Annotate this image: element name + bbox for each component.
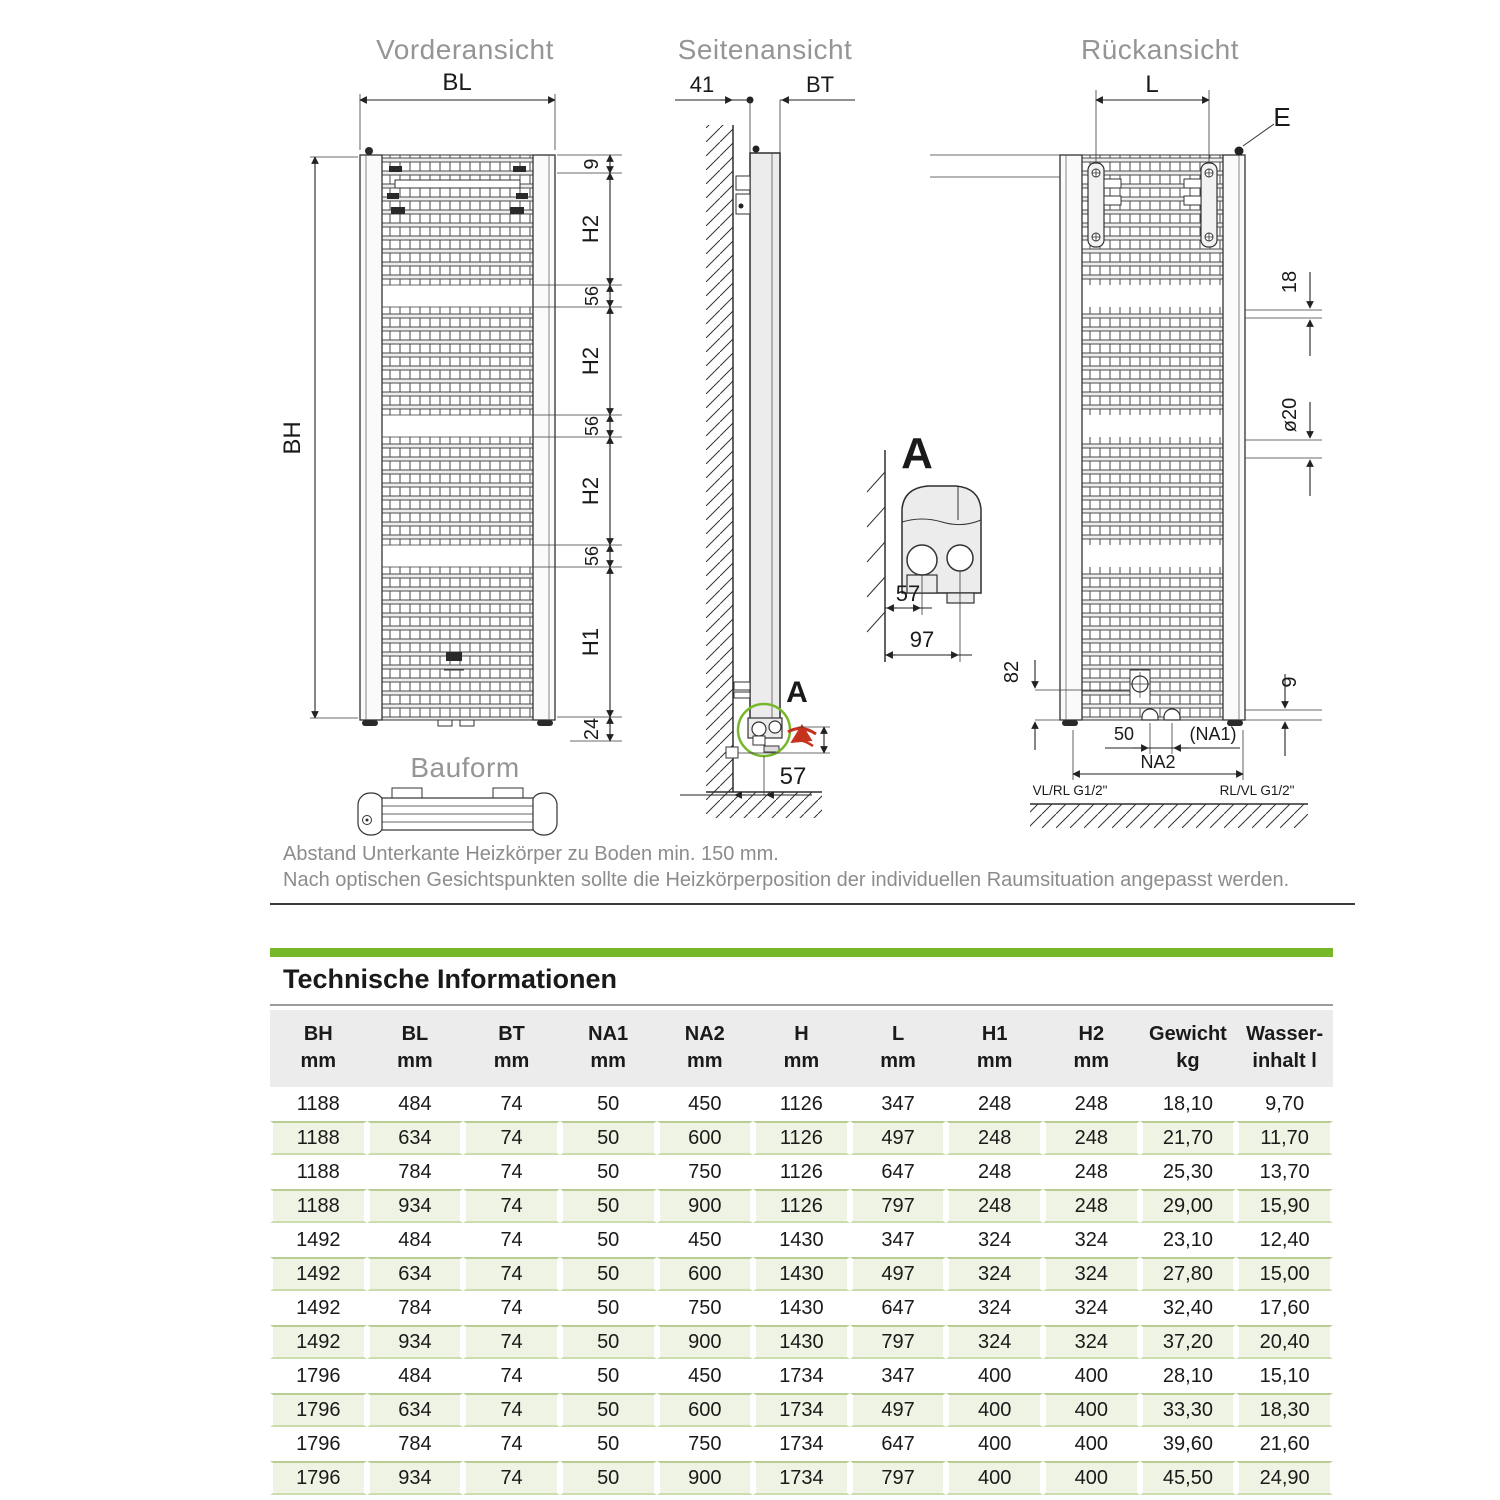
table-cell: 400	[946, 1393, 1043, 1427]
column-header: H mm	[753, 1010, 850, 1087]
table-cell: 934	[367, 1461, 464, 1495]
table-cell: 50	[560, 1359, 657, 1393]
side-view-drawing	[650, 30, 880, 840]
table-cell: 600	[657, 1393, 754, 1427]
table-cell: 1430	[753, 1257, 850, 1291]
side-dims-top	[675, 72, 855, 162]
table-cell: 37,20	[1140, 1325, 1237, 1359]
table-cell: 784	[367, 1291, 464, 1325]
table-cell: 1430	[753, 1325, 850, 1359]
svg-text:9: 9	[1279, 676, 1301, 688]
rear-view-title: Rückansicht	[1080, 34, 1239, 65]
table-cell: 750	[657, 1427, 754, 1461]
table-cell: 21,60	[1236, 1427, 1333, 1461]
table-cell: 450	[657, 1223, 754, 1257]
table-body	[270, 1087, 1333, 1495]
swivel-arrow-icon	[788, 728, 816, 746]
svg-text:97: 97	[909, 627, 935, 652]
front-view-drawing	[270, 30, 660, 840]
table-cell: 1126	[753, 1121, 850, 1155]
table-cell: 1188	[270, 1155, 367, 1189]
table-cell: 400	[1043, 1461, 1140, 1495]
table-cell: 1796	[270, 1393, 367, 1427]
svg-text:56: 56	[582, 415, 602, 437]
svg-text:H1: H1	[578, 627, 603, 657]
svg-text:VL/RL G1/2": VL/RL G1/2"	[1032, 783, 1108, 798]
column-header: BL mm	[367, 1010, 464, 1087]
table-cell: 347	[850, 1223, 947, 1257]
column-header: Gewicht kg	[1140, 1010, 1237, 1087]
table-cell: 15,10	[1236, 1359, 1333, 1393]
svg-text:56: 56	[582, 545, 602, 567]
detail-a-label: A	[901, 429, 933, 478]
table-cell: 324	[946, 1291, 1043, 1325]
section-divider	[270, 903, 1355, 905]
table-cell: 1430	[753, 1291, 850, 1325]
table-cell: 1796	[270, 1427, 367, 1461]
svg-text:BT: BT	[805, 72, 835, 97]
spec-table-container	[270, 1010, 1333, 1495]
table-cell: 784	[367, 1155, 464, 1189]
table-header-row	[270, 1010, 1333, 1087]
svg-text:E: E	[1273, 102, 1291, 132]
table-cell: 74	[463, 1121, 560, 1155]
table-cell: 18,30	[1236, 1393, 1333, 1427]
svg-text:ø20: ø20	[1279, 397, 1301, 433]
table-cell: 74	[463, 1325, 560, 1359]
table-cell: 900	[657, 1189, 754, 1223]
table-cell: 1734	[753, 1427, 850, 1461]
table-cell: 28,10	[1140, 1359, 1237, 1393]
table-cell: 74	[463, 1155, 560, 1189]
table-cell: 248	[946, 1155, 1043, 1189]
table-cell: 324	[1043, 1291, 1140, 1325]
table-cell: 50	[560, 1461, 657, 1495]
column-header: H2 mm	[1043, 1010, 1140, 1087]
table-cell: 400	[1043, 1359, 1140, 1393]
table-cell: 50	[560, 1087, 657, 1121]
table-cell: 248	[1043, 1189, 1140, 1223]
table-cell: 1430	[753, 1223, 850, 1257]
table-cell: 50	[560, 1121, 657, 1155]
table-row	[270, 1121, 1333, 1155]
table-cell: 39,60	[1140, 1427, 1237, 1461]
table-cell: 634	[367, 1393, 464, 1427]
accent-bar	[270, 948, 1333, 957]
column-header: BT mm	[463, 1010, 560, 1087]
table-cell: 50	[560, 1393, 657, 1427]
table-row	[270, 1393, 1333, 1427]
svg-text:56: 56	[582, 285, 602, 307]
svg-text:BL: BL	[442, 69, 472, 96]
table-cell: 32,40	[1140, 1291, 1237, 1325]
svg-text:NA2: NA2	[1140, 752, 1176, 772]
table-cell: 1796	[270, 1461, 367, 1495]
table-cell: 400	[946, 1359, 1043, 1393]
detail-a-marker: A	[786, 676, 808, 709]
rear-dim-18	[1245, 271, 1322, 356]
svg-text:(NA1): (NA1)	[1189, 724, 1237, 744]
table-cell: 74	[463, 1257, 560, 1291]
table-row	[270, 1461, 1333, 1495]
table-cell: 797	[850, 1461, 947, 1495]
table-cell: 324	[946, 1325, 1043, 1359]
table-cell: 248	[1043, 1087, 1140, 1121]
bauform-drawing	[358, 788, 557, 835]
installation-notes	[283, 841, 1373, 893]
svg-text:BH: BH	[279, 421, 306, 455]
svg-text:57: 57	[895, 581, 921, 606]
drain-fitting-front	[446, 652, 462, 661]
table-cell: 400	[946, 1461, 1043, 1495]
table-cell: 50	[560, 1257, 657, 1291]
table-cell: 15,90	[1236, 1189, 1333, 1223]
table-cell: 248	[946, 1189, 1043, 1223]
table-cell: 1734	[753, 1461, 850, 1495]
table-cell: 484	[367, 1359, 464, 1393]
detail-wall	[867, 450, 885, 662]
table-row	[270, 1325, 1333, 1359]
connection-labels	[1033, 783, 1295, 798]
table-cell: 23,10	[1140, 1223, 1237, 1257]
table-cell: 74	[463, 1189, 560, 1223]
table-cell: 18,10	[1140, 1087, 1237, 1121]
table-cell: 1492	[270, 1223, 367, 1257]
table-row	[270, 1427, 1333, 1461]
table-cell: 484	[367, 1223, 464, 1257]
table-row	[270, 1155, 1333, 1189]
table-cell: 647	[850, 1291, 947, 1325]
svg-text:41: 41	[689, 72, 715, 97]
rear-view-drawing	[930, 30, 1390, 840]
table-cell: 484	[367, 1087, 464, 1121]
table-cell: 50	[560, 1325, 657, 1359]
table-cell: 29,00	[1140, 1189, 1237, 1223]
table-cell: 74	[463, 1087, 560, 1121]
column-header: BH mm	[270, 1010, 367, 1087]
bauform-title: Bauform	[410, 752, 520, 783]
side-view-title: Seitenansicht	[677, 34, 853, 65]
note-line-1: Abstand Unterkante Heizkörper zu Boden min. 150 mm.	[283, 843, 779, 865]
svg-text:82: 82	[1001, 660, 1023, 684]
column-header: NA1 mm	[560, 1010, 657, 1087]
table-cell: 647	[850, 1427, 947, 1461]
table-cell: 400	[1043, 1427, 1140, 1461]
table-cell: 50	[560, 1223, 657, 1257]
table-cell: 400	[946, 1427, 1043, 1461]
svg-text:H2: H2	[578, 476, 603, 506]
svg-text:H2: H2	[578, 214, 603, 244]
table-cell: 497	[850, 1121, 947, 1155]
vent-knob	[365, 147, 373, 155]
table-title: Technische Informationen	[283, 964, 618, 994]
table-cell: 50	[560, 1427, 657, 1461]
svg-text:9: 9	[581, 158, 603, 170]
table-cell: 50	[560, 1189, 657, 1223]
table-cell: 248	[946, 1087, 1043, 1121]
svg-text:L: L	[1145, 71, 1159, 98]
table-cell: 347	[850, 1359, 947, 1393]
table-cell: 1188	[270, 1189, 367, 1223]
table-cell: 324	[1043, 1325, 1140, 1359]
table-row	[270, 1189, 1333, 1223]
table-cell: 934	[367, 1325, 464, 1359]
table-cell: 497	[850, 1257, 947, 1291]
table-row	[270, 1257, 1333, 1291]
side-radiator-body	[734, 146, 780, 731]
column-header: H1 mm	[946, 1010, 1043, 1087]
table-title-rule	[270, 1004, 1333, 1006]
front-dim-bl	[360, 69, 555, 150]
drain-plug	[1130, 670, 1150, 704]
table-cell: 1126	[753, 1087, 850, 1121]
table-cell: 13,70	[1236, 1155, 1333, 1189]
table-cell: 1796	[270, 1359, 367, 1393]
table-cell: 1734	[753, 1393, 850, 1427]
table-cell: 15,00	[1236, 1257, 1333, 1291]
table-cell: 74	[463, 1461, 560, 1495]
table-cell: 25,30	[1140, 1155, 1237, 1189]
table-cell: 11,70	[1236, 1121, 1333, 1155]
table-cell: 324	[946, 1223, 1043, 1257]
table-cell: 600	[657, 1121, 754, 1155]
svg-text:RL/VL G1/2": RL/VL G1/2"	[1219, 783, 1295, 798]
table-cell: 33,30	[1140, 1393, 1237, 1427]
vent-label-e	[1235, 102, 1291, 156]
table-cell: 74	[463, 1359, 560, 1393]
technical-info-table	[270, 1010, 1333, 1495]
table-cell: 600	[657, 1257, 754, 1291]
front-dim-bh	[279, 157, 358, 718]
table-cell: 1126	[753, 1189, 850, 1223]
svg-text:24: 24	[581, 717, 603, 741]
table-cell: 74	[463, 1291, 560, 1325]
table-cell: 74	[463, 1223, 560, 1257]
table-cell: 324	[1043, 1223, 1140, 1257]
table-cell: 1734	[753, 1359, 850, 1393]
table-cell: 248	[1043, 1155, 1140, 1189]
table-cell: 50	[560, 1291, 657, 1325]
table-cell: 450	[657, 1087, 754, 1121]
table-cell: 497	[850, 1393, 947, 1427]
svg-text:H2: H2	[578, 346, 603, 376]
table-cell: 9,70	[1236, 1087, 1333, 1121]
rear-dim-na1	[1105, 723, 1240, 754]
table-cell: 1188	[270, 1087, 367, 1121]
table-cell: 900	[657, 1461, 754, 1495]
table-cell: 900	[657, 1325, 754, 1359]
table-cell: 1126	[753, 1155, 850, 1189]
table-cell: 45,50	[1140, 1461, 1237, 1495]
table-row	[270, 1359, 1333, 1393]
table-cell: 324	[946, 1257, 1043, 1291]
table-cell: 634	[367, 1257, 464, 1291]
table-cell: 248	[1043, 1121, 1140, 1155]
table-cell: 1188	[270, 1121, 367, 1155]
table-cell: 24,90	[1236, 1461, 1333, 1495]
table-cell: 750	[657, 1155, 754, 1189]
vent-knob-rear	[1235, 147, 1244, 156]
table-cell: 17,60	[1236, 1291, 1333, 1325]
note-line-2: Nach optischen Gesichtspunkten sollte die Heizkörperposition der individuellen Raumsituation angepasst werden.	[283, 869, 1290, 891]
table-cell: 784	[367, 1427, 464, 1461]
table-cell: 1492	[270, 1325, 367, 1359]
svg-text:50: 50	[1113, 724, 1135, 744]
table-cell: 74	[463, 1393, 560, 1427]
table-cell: 27,80	[1140, 1257, 1237, 1291]
table-cell: 347	[850, 1087, 947, 1121]
side-valve-assembly	[748, 718, 782, 752]
rear-floor	[1030, 804, 1308, 828]
table-cell: 248	[946, 1121, 1043, 1155]
table-row	[270, 1291, 1333, 1325]
table-cell: 324	[1043, 1257, 1140, 1291]
column-header: L mm	[850, 1010, 947, 1087]
table-cell: 400	[1043, 1393, 1140, 1427]
table-cell: 1492	[270, 1257, 367, 1291]
table-cell: 21,70	[1140, 1121, 1237, 1155]
front-view-title: Vorderansicht	[376, 34, 554, 65]
svg-text:57: 57	[779, 763, 807, 790]
table-cell: 750	[657, 1291, 754, 1325]
table-cell: 797	[850, 1189, 947, 1223]
table-row	[270, 1087, 1333, 1121]
column-header: NA2 mm	[657, 1010, 754, 1087]
column-header: Wasser- inhalt l	[1236, 1010, 1333, 1087]
table-cell: 647	[850, 1155, 947, 1189]
table-cell: 1492	[270, 1291, 367, 1325]
table-cell: 74	[463, 1427, 560, 1461]
table-cell: 797	[850, 1325, 947, 1359]
rear-dim-d20	[1245, 398, 1322, 496]
svg-text:18: 18	[1279, 270, 1301, 294]
table-cell: 50	[560, 1155, 657, 1189]
table-row	[270, 1223, 1333, 1257]
table-cell: 12,40	[1236, 1223, 1333, 1257]
table-cell: 934	[367, 1189, 464, 1223]
table-cell: 634	[367, 1121, 464, 1155]
table-cell: 20,40	[1236, 1325, 1333, 1359]
front-radiator-body	[360, 147, 555, 726]
rear-dim-9	[1245, 674, 1322, 756]
table-cell: 450	[657, 1359, 754, 1393]
